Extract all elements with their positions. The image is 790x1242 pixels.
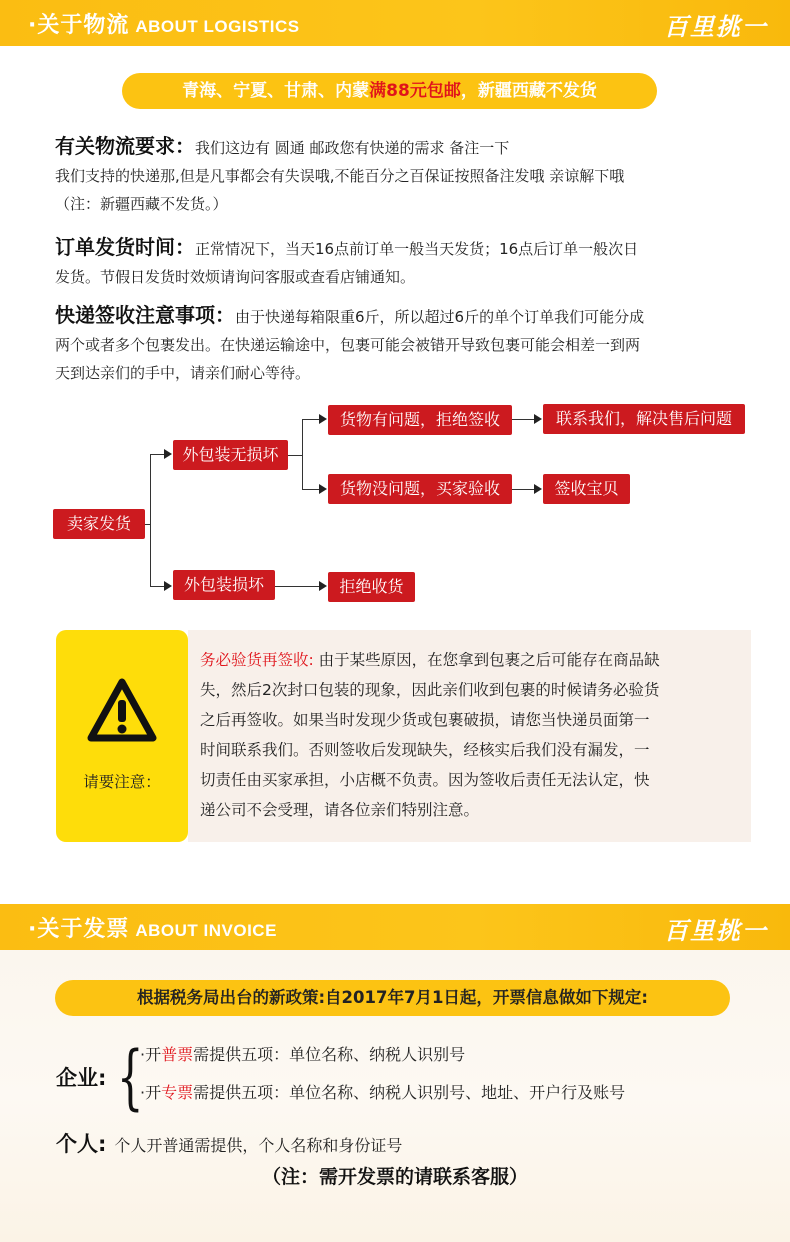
connector <box>302 419 319 420</box>
personal-row: 个人: 个人开普通需提供，个人名称和身份证号 <box>56 1132 403 1156</box>
arrow-icon <box>164 449 172 459</box>
connector <box>302 419 303 490</box>
connector <box>150 454 151 587</box>
invoice-policy-pill: 根据税务局出台的新政策:自2017年7月1日起，开票信息做如下规定: <box>55 980 730 1016</box>
logistics-req-heading: 有关物流要求： <box>55 134 195 158</box>
notice-warning-badge <box>56 630 188 842</box>
logistics-banner <box>0 0 790 46</box>
connector <box>275 586 319 587</box>
invoice-title-en: ABOUT INVOICE <box>135 921 277 940</box>
invoice-footnote: （注：需开发票的请联系客服） <box>261 1166 528 1188</box>
arrow-icon <box>534 414 542 424</box>
warning-icon <box>87 678 157 742</box>
connector <box>512 489 534 490</box>
flow-seller-ship: 卖家发货 <box>53 509 145 539</box>
brand-logo: 百里挑一 <box>664 13 768 41</box>
logistics-title: ·关于物流 ABOUT LOGISTICS <box>28 13 300 38</box>
enterprise-label: 企业: <box>56 1066 107 1090</box>
logistics-requirements: 有关物流要求：我们这边有 圆通 邮政您有快递的需求 备注一下 我们支持的快递那,但是凡事都会有失误哦,不能百分之百保证按照备注发哦 亲谅解下哦 （注：新疆西藏不发货。） <box>55 134 625 213</box>
enterprise-item-special: ·开专票需提供五项：单位名称、纳税人识别号、地址、开户行及账号 <box>140 1083 626 1102</box>
arrow-icon <box>319 484 327 494</box>
flow-sign-receipt: 签收宝贝 <box>543 474 630 504</box>
shipping-time: 订单发货时间：正常情况下，当天16点前订单一般当天发货；16点后订单一般次日 发货。节假日发货时效烦请询问客服或查看店铺通知。 <box>55 235 639 286</box>
ship-time-heading: 订单发货时间： <box>55 235 195 259</box>
connector <box>150 454 164 455</box>
flow-goods-problem: 货物有问题，拒绝签收 <box>328 405 512 435</box>
free-shipping-highlight: 满88元包邮 <box>369 81 461 101</box>
enterprise-item-normal: ·开普票需提供五项：单位名称、纳税人识别号 <box>140 1045 466 1064</box>
personal-label: 个人: <box>56 1132 107 1156</box>
notice-label: 请要注意： <box>83 773 161 791</box>
connector <box>150 586 164 587</box>
flow-package-intact: 外包装无损坏 <box>173 440 288 470</box>
arrow-icon <box>534 484 542 494</box>
brand-logo: 百里挑一 <box>664 917 768 945</box>
connector <box>512 419 534 420</box>
logistics-title-en: ABOUT LOGISTICS <box>135 17 300 36</box>
invoice-banner <box>0 904 790 950</box>
arrow-icon <box>319 581 327 591</box>
connector <box>302 489 319 490</box>
brace-icon: { <box>116 1036 144 1118</box>
arrow-icon <box>164 581 172 591</box>
invoice-title: ·关于发票 ABOUT INVOICE <box>28 917 277 942</box>
notice-text: 务必验货再签收: 由于某些原因，在您拿到包裹之后可能存在商品缺 失，然后2次封口包装的现象，因此亲们收到包裹的时候请务必验货 之后再签收。如果当时发现少货或包裹破损，请您当快递员面第一 时间联系我们。否则签收后发现缺失，经核实后我们没有漏发，一 切责任由买家承担，小店概不负责。因为签收后责任无法认定，快 递公司不会受理，请各位亲们特别注意。 <box>200 651 660 819</box>
flow-reject-delivery: 拒绝收货 <box>328 572 415 602</box>
flow-contact-us: 联系我们，解决售后问题 <box>543 404 745 434</box>
flow-goods-ok: 货物没问题，买家验收 <box>328 474 512 504</box>
delivery-notes: 快递签收注意事项：由于快递每箱限重6斤，所以超过6斤的单个订单我们可能分成 两个或者多个包裹发出。在快递运输途中，包裹可能会被错开导致包裹可能会相差一到两 天到达亲们的手中，请亲们耐心等待。 <box>55 303 645 382</box>
flow-package-damaged: 外包装损坏 <box>173 570 275 600</box>
connector <box>288 455 302 456</box>
delivery-notes-heading: 快递签收注意事项： <box>55 303 235 327</box>
arrow-icon <box>319 414 327 424</box>
shipping-pill: 青海、宁夏、甘肃、内蒙满88元包邮，新疆西藏不发货 <box>122 73 657 109</box>
notice-highlight: 务必验货再签收: <box>200 651 314 669</box>
